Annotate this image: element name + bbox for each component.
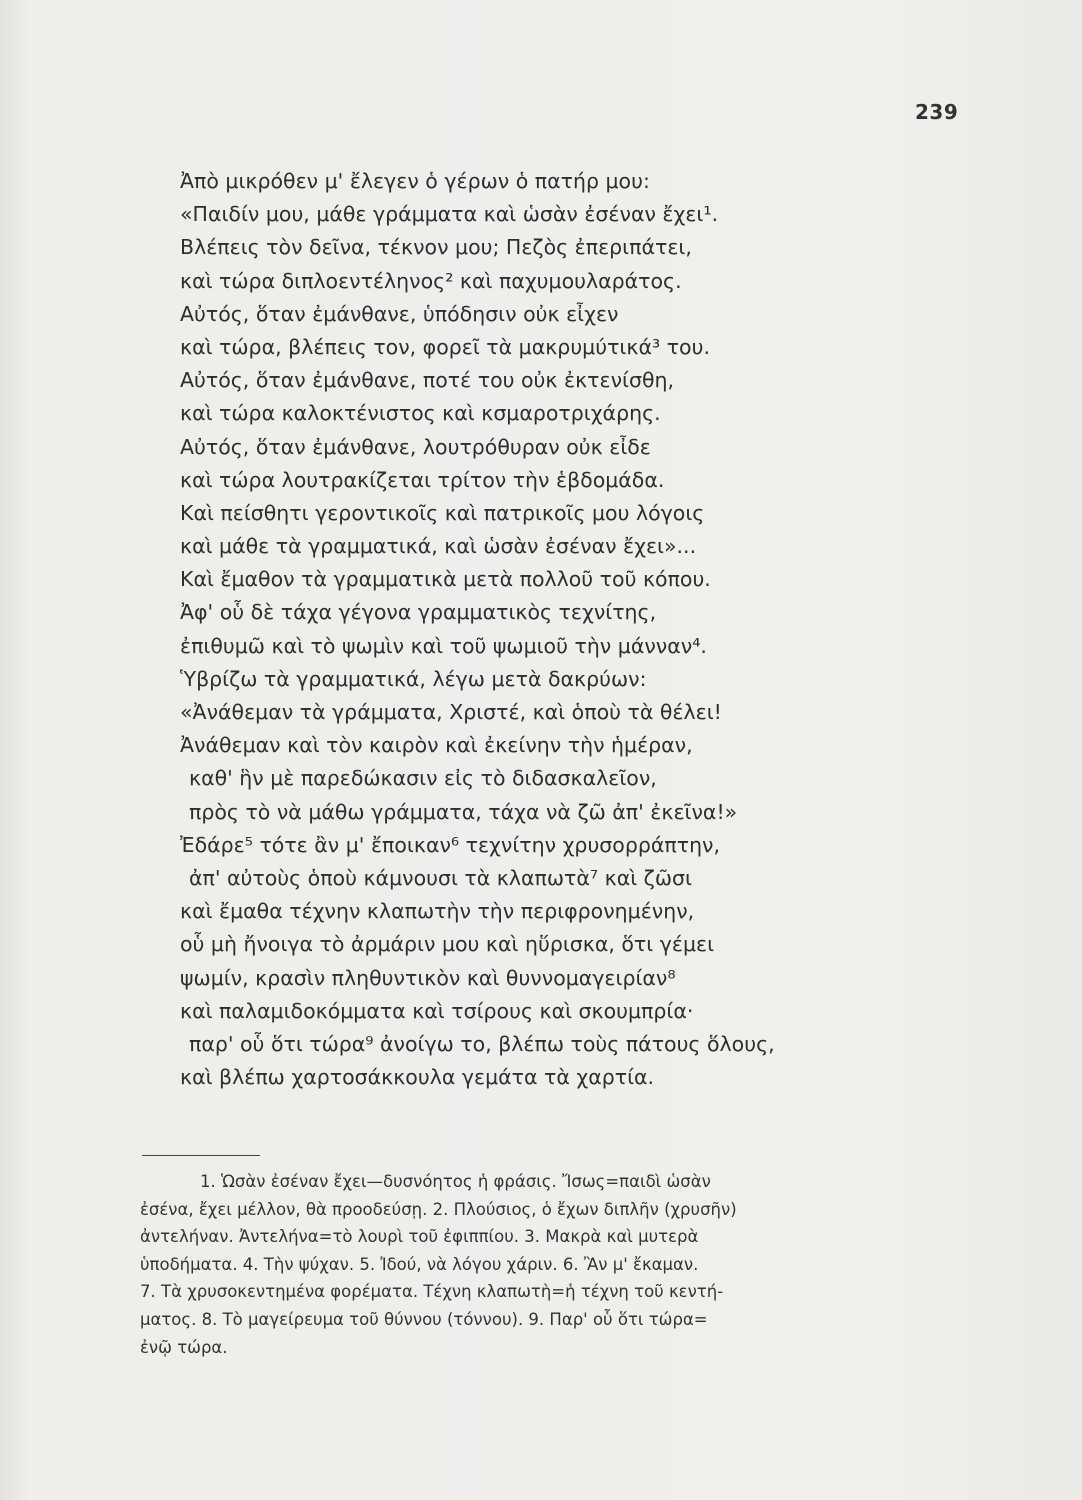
poem-line: καὶ ἔμαθα τέχνην κλαπωτὴν τὴν περιφρονημένην, — [180, 899, 695, 924]
footnote-line: ὑποδήματα. 4. Τὴν ψύχαν. 5. Ἰδού, νὰ λόγου χάριν. 6. Ἂν μ' ἔκαμαν. — [140, 1254, 699, 1274]
poem-line: Ἀφ' οὗ δὲ τάχα γέγονα γραμματικὸς τεχνίτης, — [180, 600, 657, 625]
poem-line: Ἀπὸ μικρόθεν μ' ἔλεγεν ὁ γέρων ὁ πατήρ μου: — [180, 169, 650, 193]
footnote-line: 1. Ὡσὰν ἐσέναν ἔχει—δυσνόητος ἡ φράσις. Ἴσως=παιδὶ ὡσὰν — [200, 1172, 711, 1191]
poem-line: καὶ παλαμιδοκόμματα καὶ τσίρους καὶ σκουμπρία· — [180, 998, 694, 1023]
poem-line: «Ἀνάθεμαν τὰ γράμματα, Χριστέ, καὶ ὁποὺ τὰ θέλει! — [180, 700, 722, 724]
poem-line: Αὐτός, ὅταν ἐμάνθανε, ὑπόδησιν οὐκ εἶχεν — [180, 301, 619, 326]
poem-line: Ἐδάρε⁵ τότε ἂν μ' ἔποικαν⁶ τεχνίτην χρυσορράπτην, — [180, 832, 721, 857]
poem-line: οὗ μὴ ἤνοιγα τὸ ἀρμάριν μου καὶ ηὕρισκα, ὅτι γέμει — [180, 932, 715, 957]
poem-line: καὶ βλέπω χαρτοσάκκουλα γεμάτα τὰ χαρτία. — [180, 1065, 655, 1090]
footnote-line: ἐνῷ τώρα. — [140, 1337, 228, 1357]
poem-line: καθ' ἣν μὲ παρεδώκασιν εἰς τὸ διδασκαλεῖον, — [189, 766, 657, 791]
poem-body — [180, 165, 1020, 1094]
footnote-line: ματος. 8. Τὸ μαγείρευμα τοῦ θύννου (τόννου). 9. Παρ' οὗ ὅτι τώρα= — [140, 1309, 708, 1329]
poem-line: Αὐτός, ὅταν ἐμάνθανε, ποτέ του οὐκ ἐκτενίσθη, — [180, 368, 675, 393]
poem-line: καὶ τώρα καλοκτένιστος καὶ κσμαροτριχάρης. — [180, 401, 661, 426]
poem-line: «Παιδίν μου, μάθε γράμματα καὶ ὡσὰν ἐσέναν ἔχει¹. — [180, 202, 719, 227]
poem-line: πρὸς τὸ νὰ μάθω γράμματα, τάχα νὰ ζῶ ἀπ' ἐκεῖνα!» — [189, 799, 738, 824]
poem-line: Καὶ ἔμαθον τὰ γραμματικὰ μετὰ πολλοῦ τοῦ κόπου. — [180, 567, 711, 592]
poem-line: Βλέπεις τὸν δεῖνα, τέκνον μου; Πεζὸς ἐπεριπάτει, — [180, 235, 692, 260]
footnote-line: ἀντελήναν. Ἀντελήνα=τὸ λουρὶ τοῦ ἐφιππίου. 3. Μακρὰ καὶ μυτερὰ — [140, 1227, 699, 1247]
poem-line: Αὐτός, ὅταν ἐμάνθανε, λουτρόθυραν οὐκ εἶδε — [180, 434, 651, 459]
poem-line: Ἀνάθεμαν καὶ τὸν καιρὸν καὶ ἐκείνην τὴν ἡμέραν, — [180, 733, 693, 758]
footnote-line: ἐσένα, ἔχει μέλλον, θὰ προοδεύσῃ. 2. Πλούσιος, ὁ ἔχων διπλῆν (χρυσῆν) — [140, 1199, 737, 1219]
poem-line: Ὑβρίζω τὰ γραμματικά, λέγω μετὰ δακρύων: — [180, 666, 647, 691]
poem-line: ψωμίν, κρασὶν πληθυντικὸν καὶ θυννομαγειρίαν⁸ — [180, 965, 676, 990]
poem-line: καὶ τώρα λουτρακίζεται τρίτον τὴν ἑβδομάδα. — [180, 467, 665, 492]
poem-line: Καὶ πείσθητι γεροντικοῖς καὶ πατρικοῖς μου λόγοις — [180, 500, 705, 525]
poem-line: παρ' οὗ ὅτι τώρα⁹ ἀνοίγω το, βλέπω τοὺς πάτους ὅλους, — [189, 1031, 775, 1056]
poem-line: καὶ μάθε τὰ γραμματικά, καὶ ὡσὰν ἐσέναν ἔχει»... — [180, 534, 697, 559]
poem-line: ἀπ' αὐτοὺς ὁποὺ κάμνουσι τὰ κλαπωτὰ⁷ καὶ ζῶσι — [189, 865, 692, 890]
poem-line: ἐπιθυμῶ καὶ τὸ ψωμὶν καὶ τοῦ ψωμιοῦ τὴν μάνναν⁴. — [180, 633, 707, 658]
poem-line: καὶ τώρα, βλέπεις τον, φορεῖ τὰ μακρυμύτικά³ του. — [180, 334, 710, 359]
page-number: 239 — [915, 100, 959, 124]
footnote-divider — [142, 1155, 260, 1156]
footnotes — [140, 1168, 980, 1361]
footnote-line: 7. Τὰ χρυσοκεντημένα φορέματα. Τέχνη κλαπωτὴ=ἡ τέχνη τοῦ κεντή- — [140, 1282, 724, 1302]
poem-line: καὶ τώρα διπλοεντέληνος² καὶ παχυμουλαράτος. — [180, 268, 682, 293]
